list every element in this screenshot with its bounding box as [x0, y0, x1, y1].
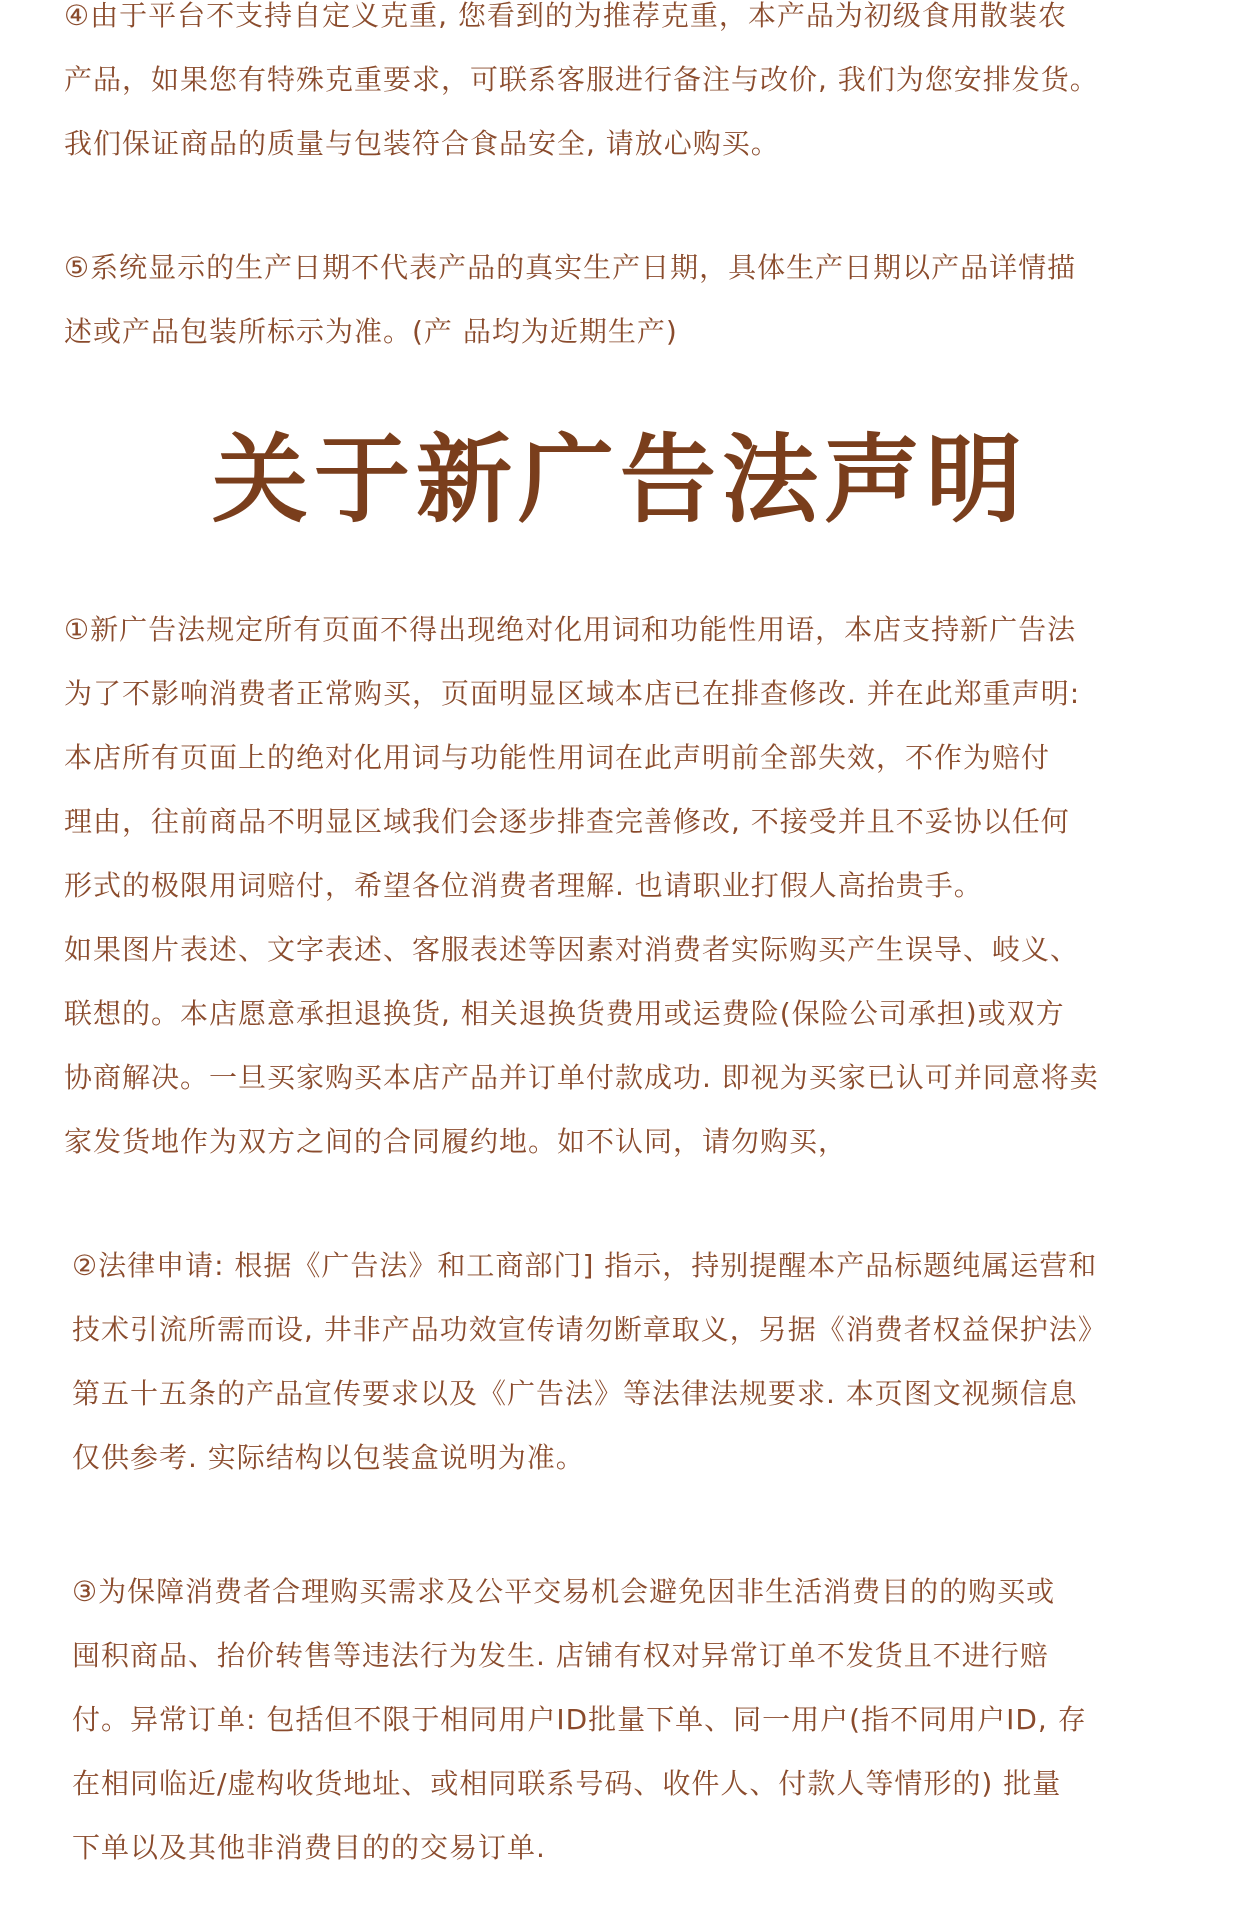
declaration-item-2 [72, 1234, 1182, 1490]
notice-line: 产品，如果您有特殊克重要求，可联系客服进行备注与改价, 我们为您安排发货。 [64, 63, 1099, 96]
notice-line: ④由于平台不支持自定义克重, 您看到的为推荐克重，本产品为初级食用散装农 [64, 0, 1067, 32]
declaration-line: 联想的。本店愿意承担退换货, 相关退换货费用或运费险(保险公司承担)或双方 [64, 997, 1065, 1030]
declaration-line: 技术引流所需而设, 井非产品功效宣传请勿断章取义，另据《消费者权益保护法》 [72, 1313, 1107, 1346]
declaration-title: 关于新广告法声明 [212, 423, 1028, 536]
declaration-line: 为了不影响消费者正常购买，页面明显区域本店已在排查修改. 并在此郑重声明: [64, 677, 1081, 710]
declaration-line: 第五十五条的产品宣传要求以及《广告法》等法律法规要求. 本页图文视频信息 [72, 1377, 1078, 1410]
notice-item-4 [64, 0, 1174, 176]
declaration-line: 囤积商品、抬价转售等违法行为发生. 店铺有权对异常订单不发货且不进行赔 [72, 1639, 1049, 1672]
declaration-line: ①新广告法规定所有页面不得出现绝对化用词和功能性用语，本店支持新广告法 [64, 613, 1077, 646]
declaration-line: 协商解决。一旦买家购买本店产品并订单付款成功. 即视为买家已认可并同意将卖 [64, 1061, 1099, 1094]
declaration-line: 理由，往前商品不明显区域我们会逐步排查完善修改, 不接受并且不妥协以任何 [64, 805, 1070, 838]
notice-line: ⑤系统显示的生产日期不代表产品的真实生产日期，具体生产日期以产品详情描 [64, 251, 1077, 284]
declaration-line: 下单以及其他非消费目的的交易订单. [72, 1831, 546, 1864]
declaration-line: ③为保障消费者合理购买需求及公平交易机会避免因非生活消费目的的购买或 [72, 1575, 1056, 1608]
declaration-line: 如果图片表述、文字表述、客服表述等因素对消费者实际购买产生误导、岐义、 [64, 933, 1080, 966]
notice-line: 我们保证商品的质量与包装符合食品安全, 请放心购买。 [64, 127, 780, 160]
declaration-line: 形式的极限用词赔付，希望各位消费者理解. 也请职业打假人高抬贵手。 [64, 869, 983, 902]
declaration-line: 付。异常订单: 包括但不限于相同用户ID批量下单、同一用户(指不同用户ID, 存 [72, 1703, 1087, 1736]
declaration-line: ②法律申请: 根据《广告法》和工商部门] 指示，持别提醒本产品标题纯属运营和 [72, 1249, 1098, 1282]
declaration-line: 在相同临近/虚构收货地址、或相同联系号码、收件人、付款人等情形的) 批量 [72, 1767, 1062, 1800]
declaration-line: 家发货地作为双方之间的合同履约地。如不认同，请勿购买， [64, 1125, 848, 1158]
declaration-line: 仅供参考. 实际结构以包装盒说明为准。 [72, 1441, 585, 1474]
notice-item-5 [64, 236, 1174, 364]
notice-line: 述或产品包装所标示为准。(产 品均为近期生产) [64, 315, 678, 348]
declaration-line: 本店所有页面上的绝对化用词与功能性用词在此声明前全部失效，不作为赔付 [64, 741, 1051, 774]
declaration-item-1 [64, 598, 1174, 1174]
declaration-item-3 [72, 1560, 1182, 1880]
